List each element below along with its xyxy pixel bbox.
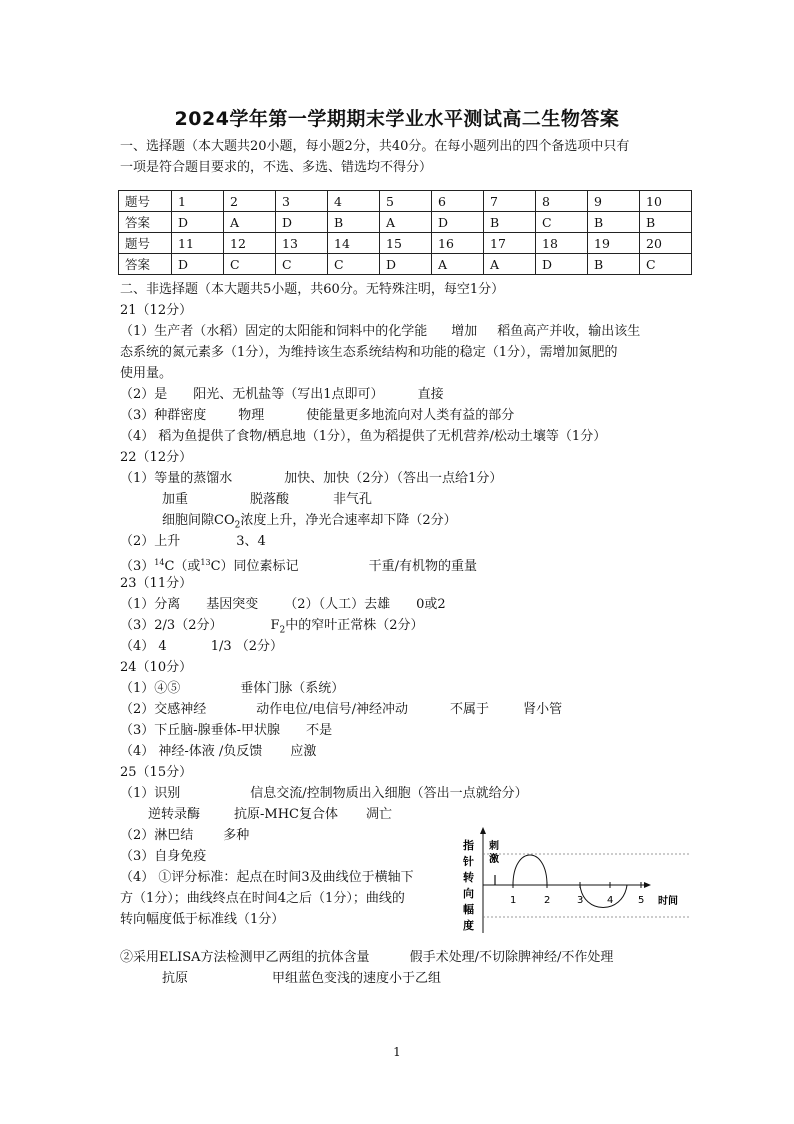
answer-text: 垂体门脉（系统） — [240, 681, 345, 696]
row-label: 题号 — [119, 233, 172, 254]
table-cell: D — [432, 212, 484, 233]
answer-text: （3） — [120, 559, 155, 575]
table-cell: D — [276, 212, 328, 233]
row-label: 题号 — [119, 191, 172, 212]
negative-deflection-curve — [580, 885, 627, 908]
answer-text: 逆转录酶 — [148, 807, 201, 822]
answer-text: （1）④⑤ — [120, 681, 181, 696]
table-cell: 1 — [172, 191, 224, 212]
table-cell: 11 — [172, 233, 224, 254]
table-row — [119, 254, 692, 275]
table-cell: A — [380, 212, 432, 233]
section1-instruction-line2: 一项是符合题目要求的，不选、多选、错选均不得分） — [120, 160, 433, 175]
answer-text: ②采用ELISA方法检测甲乙两组的抗体含量 — [120, 950, 370, 965]
answer-text: 物理 — [238, 408, 265, 423]
y-label-char: 度 — [463, 919, 474, 932]
table-cell: D — [536, 254, 588, 275]
answer-text: （2）交感神经 — [120, 702, 207, 717]
y-label-char: 转 — [463, 871, 474, 884]
answer-text: 增加 — [451, 324, 478, 339]
q25-line: （4） ①评分标准：起点在时间3及曲线位于横轴下 — [120, 870, 414, 885]
answer-text: 3、4 — [236, 534, 266, 549]
answer-text: （1）等量的蒸馏水 — [120, 471, 233, 486]
table-cell: 2 — [224, 191, 276, 212]
answer-text: 假手术处理/不切除脾神经/不作处理 — [409, 950, 614, 965]
table-cell: C — [328, 254, 380, 275]
q21-line: 使用量。 — [120, 366, 173, 381]
q24-line — [120, 722, 332, 740]
answer-text: （4） 4 — [120, 639, 167, 654]
q25-line — [120, 949, 613, 967]
answer-text: （3）种群密度 — [120, 408, 207, 423]
table-cell: A — [432, 254, 484, 275]
table-cell: B — [484, 212, 536, 233]
y-axis-label — [462, 838, 474, 932]
superscript: 13 — [200, 558, 211, 567]
q24-line — [120, 680, 344, 698]
answer-text: 信息交流/控制物质出入细胞（答出一点就给分） — [250, 786, 528, 801]
answer-table — [118, 190, 692, 275]
section1-instruction-line1: 一、选择题（本大题共20小题，每小题2分，共40分。在每小题列出的四个备选项中只有 — [120, 139, 630, 154]
table-cell: B — [640, 212, 692, 233]
q23-line — [120, 596, 446, 614]
answer-text: 直接 — [417, 387, 444, 402]
table-cell: C — [276, 254, 328, 275]
answer-text: （3）2/3（2分） — [120, 618, 223, 633]
subscript: 2 — [279, 625, 286, 636]
answer-text: 甲组蓝色变浅的速度小于乙组 — [272, 971, 442, 986]
q25-line — [120, 785, 528, 803]
table-cell: 4 — [328, 191, 380, 212]
table-cell: 15 — [380, 233, 432, 254]
q23-line — [120, 638, 283, 656]
answer-text: 加快、加快（2分）（答出一点给1分） — [284, 471, 503, 486]
table-cell: 13 — [276, 233, 328, 254]
answer-text: （1）分离 — [120, 597, 181, 612]
q22-line — [162, 491, 372, 509]
q23-heading: 23（11分） — [120, 576, 193, 591]
answer-text: C）同位素标记 — [210, 559, 299, 575]
deflection-diagram — [455, 825, 695, 935]
q22-line — [120, 554, 477, 576]
x-axis-arrow — [644, 882, 651, 888]
answer-text: 加重 — [162, 492, 189, 507]
q25-heading: 25（15分） — [120, 765, 193, 780]
tick-label: 1 — [510, 895, 517, 906]
table-cell: 19 — [588, 233, 640, 254]
q24-line — [120, 701, 562, 719]
q25-line — [120, 827, 249, 845]
q25-line: 方（1分）；曲线终点在时间4之后（1分）；曲线的 — [120, 891, 405, 906]
answer-text: 基因突变 — [206, 597, 259, 612]
table-cell: 17 — [484, 233, 536, 254]
q21-line — [120, 407, 514, 425]
answer-text: 脱落酸 — [250, 492, 290, 507]
answer-text: 抗原-MHC复合体 — [234, 807, 339, 822]
table-cell: 12 — [224, 233, 276, 254]
table-cell: D — [172, 212, 224, 233]
q21-line: （4） 稻为鱼提供了食物/栖息地（1分），鱼为稻提供了无机营养/松动土壤等（1分） — [120, 429, 607, 444]
table-cell: 7 — [484, 191, 536, 212]
q25-line: （3）自身免疫 — [120, 849, 207, 864]
stim-char: 刺 — [489, 841, 499, 852]
answer-text: 非气孔 — [333, 492, 373, 507]
table-cell: 8 — [536, 191, 588, 212]
q22-heading: 22（12分） — [120, 450, 193, 465]
answer-text: 多种 — [223, 828, 250, 843]
answer-text: 应激 — [290, 744, 317, 759]
answer-text: F — [270, 618, 280, 633]
table-cell: C — [640, 254, 692, 275]
answer-text: 阳光、无机盐等（写出1点即可） — [193, 387, 384, 402]
answer-text: （1）生产者（水稻）固定的太阳能和饲料中的化学能 — [120, 324, 428, 339]
y-axis-arrow — [480, 827, 486, 834]
page-title: 2024学年第一学期期末学业水平测试高二生物答案 — [174, 108, 620, 130]
superscript: 14 — [154, 558, 165, 567]
table-cell: A — [224, 212, 276, 233]
answer-text: 0或2 — [416, 597, 446, 612]
answer-text: （2）是 — [120, 387, 168, 402]
answer-text: （2）（人工）去雄 — [284, 597, 391, 612]
answer-text: C（或 — [164, 559, 201, 575]
table-cell: D — [380, 254, 432, 275]
table-cell: 6 — [432, 191, 484, 212]
answer-text: 凋亡 — [366, 807, 393, 822]
table-row — [119, 212, 692, 233]
q21-heading: 21（12分） — [120, 303, 193, 318]
q21-line — [120, 386, 444, 404]
answer-text: 浓度上升，净光合速率却下降（2分） — [240, 513, 457, 528]
tick-label: 3 — [577, 895, 584, 906]
table-cell: 14 — [328, 233, 380, 254]
answer-text: 1/3 （2分） — [210, 639, 284, 654]
q24-line — [120, 743, 316, 761]
table-cell: C — [224, 254, 276, 275]
table-cell: C — [536, 212, 588, 233]
table-cell: 10 — [640, 191, 692, 212]
answer-text: （1）识别 — [120, 786, 181, 801]
answer-text: 使能量更多地流向对人类有益的部分 — [306, 408, 515, 423]
tick-labels — [510, 895, 644, 906]
q25-line: 转向幅度低于标准线（1分） — [120, 912, 285, 927]
answer-text: 细胞间隙CO — [162, 513, 235, 528]
positive-deflection-curve — [513, 855, 547, 885]
y-label-char: 幅 — [463, 903, 474, 916]
q22-line — [162, 512, 457, 535]
table-cell: B — [588, 254, 640, 275]
tick-label: 4 — [607, 895, 614, 906]
answer-text: （2）淋巴结 — [120, 828, 194, 843]
answer-text: （2）上升 — [120, 534, 181, 549]
answer-text: 肾小管 — [523, 702, 563, 717]
answer-text: 干重/有机物的重量 — [368, 559, 477, 575]
stimulus-label — [489, 839, 499, 865]
x-axis-label: 时间 — [658, 896, 678, 907]
answer-text: 稻鱼高产并收，输出该生 — [497, 324, 641, 339]
q22-line — [120, 533, 266, 551]
table-cell: 18 — [536, 233, 588, 254]
table-cell: D — [172, 254, 224, 275]
answer-text: 不属于 — [450, 702, 490, 717]
table-row — [119, 191, 692, 212]
tick-label: 2 — [544, 895, 551, 906]
row-label: 答案 — [119, 212, 172, 233]
q24-heading: 24（10分） — [120, 660, 193, 675]
y-label-char: 针 — [463, 855, 474, 868]
q22-line — [120, 470, 502, 488]
table-cell: 3 — [276, 191, 328, 212]
table-cell: 16 — [432, 233, 484, 254]
table-cell: 20 — [640, 233, 692, 254]
stim-char: 激 — [489, 854, 499, 865]
q21-line — [120, 323, 640, 341]
table-cell: A — [484, 254, 536, 275]
table-cell: B — [588, 212, 640, 233]
section2-header: 二、非选择题（本大题共5小题，共60分。无特殊注明，每空1分） — [120, 282, 505, 297]
row-label: 答案 — [119, 254, 172, 275]
table-row — [119, 233, 692, 254]
q23-line — [120, 617, 424, 640]
tick-label: 5 — [638, 895, 645, 906]
answer-text: 不是 — [306, 723, 333, 738]
answer-text: 抗原 — [162, 971, 189, 986]
answer-text: 中的窄叶正常株（2分） — [285, 618, 424, 633]
q21-line: 态系统的氮元素多（1分），为维持该生态系统结构和功能的稳定（1分），需增加氮肥的 — [120, 345, 618, 360]
page-number: 1 — [393, 1045, 401, 1059]
q25-line — [162, 970, 441, 988]
y-label-char: 向 — [463, 887, 474, 900]
y-label-char: 指 — [463, 839, 474, 852]
table-cell: 9 — [588, 191, 640, 212]
answer-text: （4） 神经-体液 /负反馈 — [120, 744, 263, 759]
answer-text: 动作电位/电信号/神经冲动 — [256, 702, 409, 717]
q25-line — [148, 806, 392, 824]
answer-text: （3）下丘脑-腺垂体-甲状腺 — [120, 723, 281, 738]
table-cell: 5 — [380, 191, 432, 212]
subscript: 2 — [234, 520, 241, 531]
table-cell: B — [328, 212, 380, 233]
